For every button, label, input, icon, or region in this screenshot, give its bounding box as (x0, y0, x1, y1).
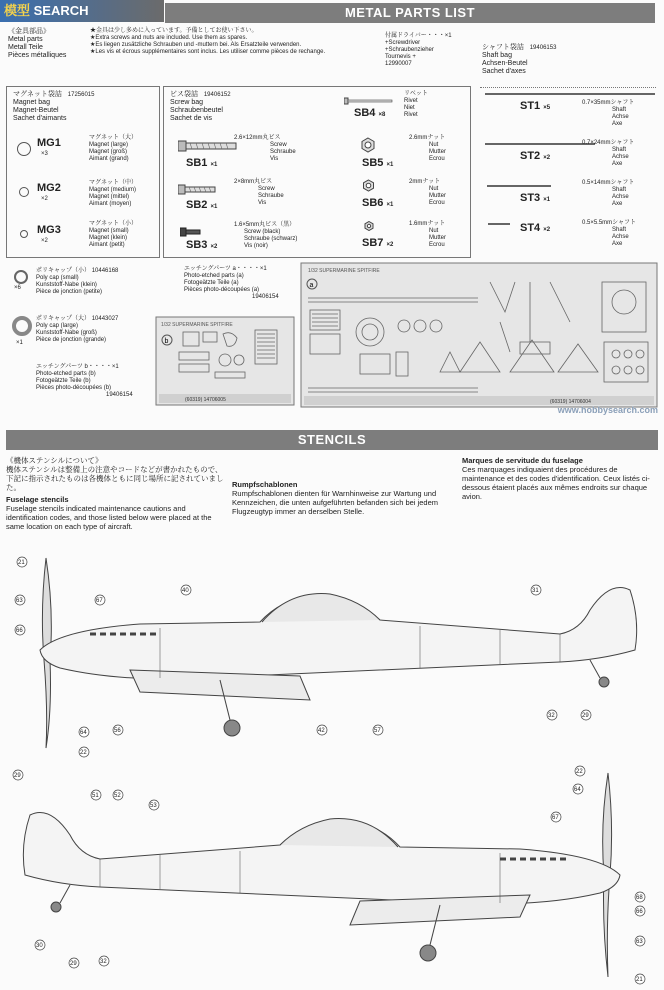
svg-text:56: 56 (114, 728, 121, 734)
svg-text:42: 42 (318, 728, 325, 734)
mg1-code: MG1 (37, 137, 61, 149)
svg-text:22: 22 (576, 769, 583, 775)
st2-qty: ×2 (543, 155, 551, 161)
etched-fret-b (155, 316, 295, 406)
svg-text:51: 51 (92, 793, 99, 799)
etched-b-desc: エッチングパーツ b・・・・×1 Photo-etched parts (b) Fotogeätzte Teile (b) Pièces photo-découpées (b) 19406154 (36, 364, 133, 398)
svg-text:29: 29 (70, 961, 77, 967)
mg3-qty: ×2 (41, 238, 48, 244)
st3-code: ST3 (520, 192, 541, 204)
shaft-35mm-icon (485, 93, 655, 95)
svg-text:68: 68 (636, 895, 643, 901)
mg3-desc: マグネット（小） Magnet (small) Magnet (klein) Aimant (petit) (89, 221, 137, 248)
st3-qty: ×1 (543, 197, 551, 203)
svg-text:63: 63 (636, 939, 643, 945)
magnet-large-icon (17, 142, 31, 156)
svg-text:31: 31 (532, 588, 539, 594)
sb6-code: SB6 (362, 197, 384, 209)
svg-text:63: 63 (16, 598, 23, 604)
poly-cap-small-icon (14, 270, 28, 284)
stencils-text-mid: Rumpfschablonen Rumpfschablonen dienten für Warnhinweise zur Wartung und Kennzeichen, die unten aufgeführten befanden sich bei jedem Flugzeugtyp immer an derselben Stelle. (232, 480, 438, 516)
metal-parts-header: 《金具部品》 Metal parts Metall Teile Pièces métalliques (8, 28, 67, 59)
metal-parts-title: METAL PARTS LIST (165, 3, 655, 23)
callout-66-bottom (635, 906, 645, 916)
svg-text:52: 52 (114, 793, 121, 799)
svg-text:64: 64 (80, 730, 87, 736)
st3-desc: 0.5×14mmシャフト Shaft Achse Axe (582, 180, 635, 207)
sb3-desc: 1.6×5mm丸ビス（黒） Screw (black) Schraube (schwarz) Vis (noir) (234, 222, 298, 249)
stencils-title: STENCILS (6, 430, 658, 450)
svg-text:57: 57 (374, 728, 381, 734)
shaft-bag-rule (480, 87, 656, 89)
svg-text:67: 67 (552, 815, 559, 821)
callout-68-bottom (635, 892, 645, 902)
callout-29-bottom-a (13, 770, 23, 780)
st2-desc: 0.7×24mmシャフト Shaft Achse Axe (582, 140, 635, 167)
callout-63-bottom (635, 936, 645, 946)
sb7-desc: 1.6mmナット Nut Mutter Ecrou (409, 221, 447, 248)
magnet-bag-box: マグネット袋詰 17256015 Magnet bag Magnet-Beutel Sachet d'aimants MG1 ×3 マグネット（大） Magnet (large) Magnet (groß) Aimant (grand) MG2 ×2 マグネット（中） Magnet (medium) Magnet (mittel) Aimant (moyen) MG3 ×2 マグネット（小） Magnet (small) Magnet (klein) Aimant (petit) (6, 86, 160, 258)
callout-31-top (531, 585, 541, 595)
callout-52-bottom (113, 790, 123, 800)
nut-small-icon (364, 221, 374, 231)
svg-text:66: 66 (636, 909, 643, 915)
callout-53-bottom (149, 800, 159, 810)
sb4-qty: ×8 (378, 112, 386, 118)
screwdriver-info: 付属ドライバー・・・×1 +Screwdriver +Schraubenzieher Tournevis + 12990007 (385, 33, 452, 67)
mg1-desc: マグネット（大） Magnet (large) Magnet (groß) Aimant (grand) (89, 135, 137, 162)
sb5-code: SB5 (362, 157, 384, 169)
poly-cap-large-icon (12, 316, 32, 336)
fret-b-label: b (164, 338, 169, 345)
callout-21-top (17, 557, 27, 567)
aircraft-side-view-right (0, 765, 664, 990)
shaft-5mm-icon (488, 223, 510, 225)
fret-a-label: a (309, 282, 314, 289)
fret-b-footer: (60319) 14706005 (185, 397, 226, 403)
fret-a-header: 1/32 SUPERMARINE SPITFIRE (308, 268, 380, 274)
sb7-code: SB7 (362, 237, 384, 249)
svg-text:21: 21 (18, 560, 25, 566)
screw-long-icon (178, 139, 238, 153)
callout-22-top (79, 747, 89, 757)
sb7-qty: ×2 (386, 242, 394, 248)
callout-51-bottom (91, 790, 101, 800)
sb5-desc: 2.6mmナット Nut Mutter Ecrou (409, 135, 447, 162)
fret-b-header: 1/32 SUPERMARINE SPITFIRE (161, 322, 233, 328)
poly-large-desc: ポリキャップ（大） 10443027 Poly cap (large) Kunststoff-Nabe (groß) Pièce de jonction (grande) (36, 316, 119, 343)
sb4-desc: リベット Rivet Niet Rivet (404, 91, 428, 118)
mg2-qty: ×2 (41, 196, 48, 202)
shaft-14mm-icon (487, 185, 551, 187)
sb4-code: SB4 (354, 107, 376, 119)
mg3-code: MG3 (37, 224, 61, 236)
etched-fret-a (300, 262, 658, 408)
svg-text:21: 21 (636, 977, 643, 983)
screw-medium-icon (178, 184, 218, 196)
fret-a-footer: (60319) 14706004 (550, 399, 591, 405)
sb2-desc: 2×8mm丸ビス Screw Schraube Vis (234, 179, 284, 206)
svg-text:29: 29 (582, 713, 589, 719)
callout-40-top (181, 585, 191, 595)
sb3-code: SB3 (186, 239, 208, 251)
callout-67-top (95, 595, 105, 605)
nut-large-icon (360, 137, 376, 153)
svg-text:67: 67 (96, 598, 103, 604)
callout-64-bottom (573, 784, 583, 794)
callout-32-bottom (99, 956, 109, 966)
metal-parts-notes: ★金具は少し多めに入っています。予備としてお使い下さい。 ★Extra screws and nuts are included. Use them as spares. ★Es liegen zusätzliche Schrauben und -muttern bei. Als Ersatzteile verwenden. ★Les vis et écrous supplémentaires sont inclus. Les utiliser comme pièces de rechange. (90, 28, 326, 55)
screw-small-icon (180, 227, 202, 237)
sb1-desc: 2.6×12mm丸ビス Screw Schraube Vis (234, 135, 296, 162)
svg-text:64: 64 (574, 787, 581, 793)
mg2-desc: マグネット（中） Magnet (medium) Magnet (mittel) Aimant (moyen) (89, 180, 137, 207)
st1-code: ST1 (520, 100, 541, 112)
st2-code: ST2 (520, 150, 541, 162)
callout-63-top (15, 595, 25, 605)
callout-64-top (79, 727, 89, 737)
svg-text:22: 22 (80, 750, 87, 756)
callout-32-top (547, 710, 557, 720)
callout-21-bottom (635, 974, 645, 984)
st4-desc: 0.5×5.5mmシャフト Shaft Achse Axe (582, 220, 637, 247)
sb2-code: SB2 (186, 199, 208, 211)
st4-code: ST4 (520, 222, 541, 234)
stencils-text-left: 《機体ステンシルについて》 機体ステンシルは整備上の注意やコードなどが書かれたもので、下記に指示されたものは各機体ともに同じ場所に記されていました。 Fuselage stencils Fuselage stencils indicated maintenance cautions and identification codes, and those listed below were placed at the same location on each type of aircraft. (6, 456, 224, 531)
stencils-text-right: Marques de servitude du fuselage Ces marquages indiquaient des procédures de maintenance et des codes d'identification. Ceux listés ci-dessous étaient placés aux mêmes endroits sur chaque avion. (462, 456, 650, 501)
svg-text:40: 40 (182, 588, 189, 594)
callout-22-bottom (575, 766, 585, 776)
svg-text:32: 32 (548, 713, 555, 719)
svg-text:29: 29 (14, 773, 21, 779)
watermark-url: www.hobbysearch.com (557, 405, 658, 415)
shaft-24mm-icon (485, 143, 595, 145)
magnet-medium-icon (19, 187, 29, 197)
svg-text:32: 32 (100, 959, 107, 965)
watermark-logo: 模型 SEARCH (0, 0, 164, 22)
sb3-qty: ×2 (210, 244, 218, 250)
mg1-qty: ×3 (41, 151, 48, 157)
sb6-desc: 2mmナット Nut Mutter Ecrou (409, 179, 447, 206)
nut-medium-icon (362, 179, 375, 192)
callout-42-top (317, 725, 327, 735)
callout-29-top (581, 710, 591, 720)
svg-text:53: 53 (150, 803, 157, 809)
svg-text:66: 66 (16, 628, 23, 634)
poly-large-qty: ×1 (16, 340, 23, 346)
sb6-qty: ×1 (386, 202, 394, 208)
sb2-qty: ×1 (210, 204, 218, 210)
magnet-small-icon (20, 230, 28, 238)
poly-small-qty: ×6 (14, 285, 21, 291)
screw-bag-box: ビス袋詰 19406152 Screw bag Schraubenbeutel Sachet de vis SB1 ×1 2.6×12mm丸ビス Screw Schraube Vis SB2 ×1 2×8mm丸ビス Screw Schraube Vis SB3 ×2 1.6×5mm丸ビス（黒） Screw (black) Schraube (schwarz) Vis (noir) SB4 ×8 リベット Rivet Niet Rivet SB5 ×1 2.6mmナット Nut Mutter Ecrou SB6 ×1 2mmナット Nut Mutter Ecrou SB7 ×2 1.6mmナット Nut Mutter Ecrou (163, 86, 471, 258)
st1-desc: 0.7×35mmシャフト Shaft Achse Axe (582, 100, 635, 127)
st4-qty: ×2 (543, 227, 551, 233)
sb1-qty: ×1 (210, 162, 218, 168)
callout-29-bottom-b (69, 958, 79, 968)
rivet-icon (344, 97, 394, 105)
callout-67-bottom (551, 812, 561, 822)
etched-a-desc: エッチングパーツ a・・・・×1 Photo-etched parts (a) Fotogeätzte Teile (a) Pièces photo-découpées (a) 19406154 (184, 266, 279, 300)
sb1-code: SB1 (186, 157, 208, 169)
callout-66-top (15, 625, 25, 635)
mg2-code: MG2 (37, 182, 61, 194)
poly-small-desc: ポリキャップ（小） 10446168 Poly cap (small) Kunststoff-Nabe (klein) Pièce de jonction (petite) (36, 268, 119, 295)
callout-57-top (373, 725, 383, 735)
sb5-qty: ×1 (386, 162, 394, 168)
callout-56-top (113, 725, 123, 735)
svg-text:30: 30 (36, 943, 43, 949)
shaft-bag-header: シャフト袋詰 19406153 Shaft bag Achsen-Beutel Sachet d'axes (482, 44, 557, 75)
aircraft-side-view-left (0, 550, 664, 760)
callout-30-bottom (35, 940, 45, 950)
st1-qty: ×5 (543, 105, 551, 111)
